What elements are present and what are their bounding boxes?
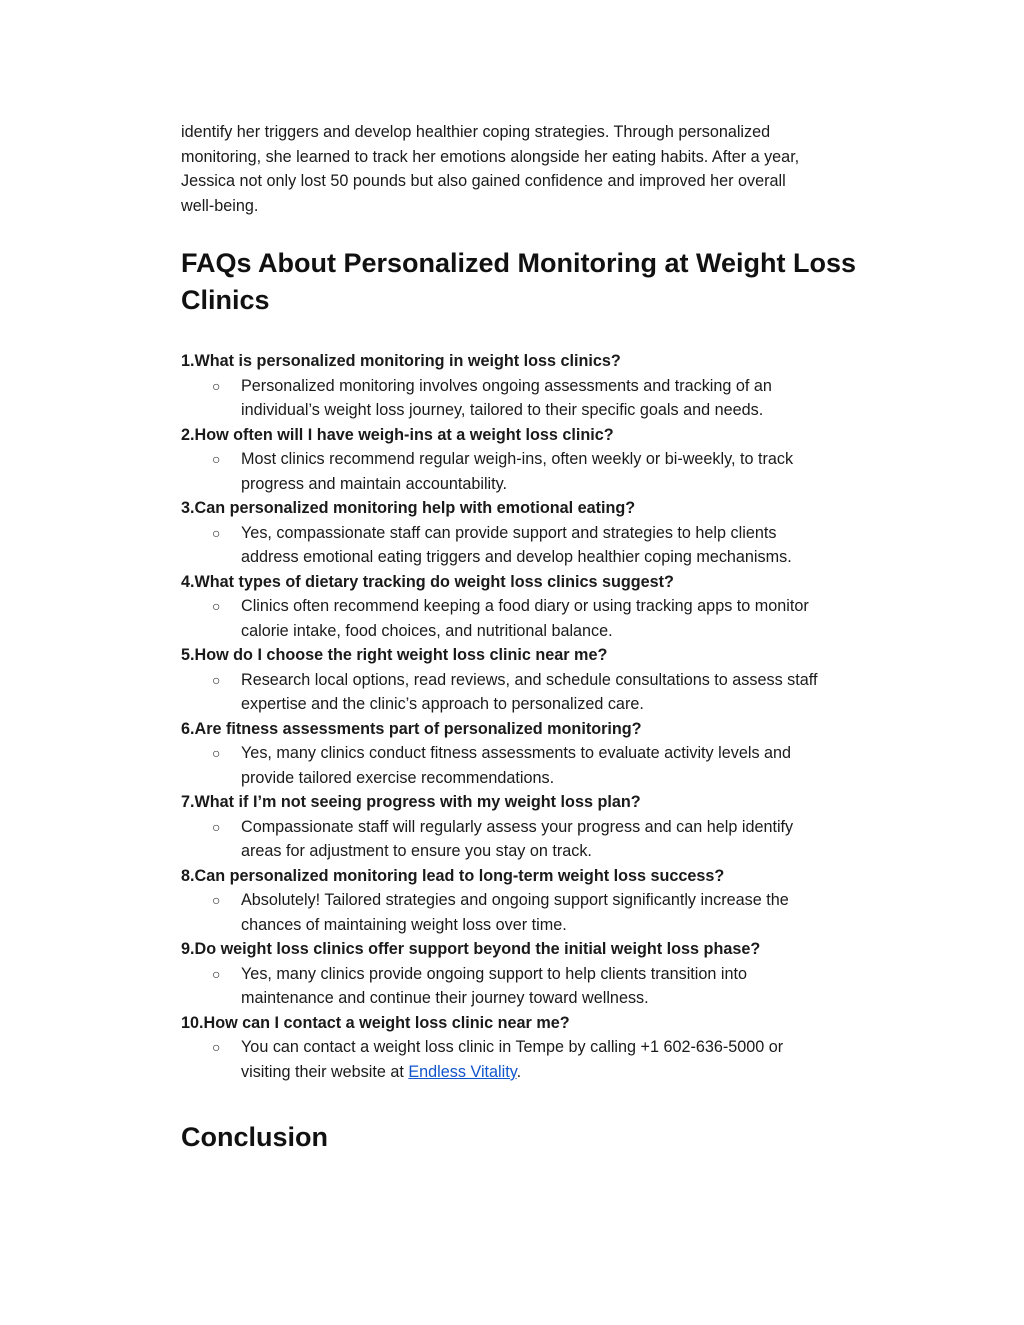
faq-item-8 [181,864,901,938]
faq-answer-line: Yes, compassionate staff can provide support and strategies to help clients [241,523,777,542]
faq-question: 6.Are fitness assessments part of personalized monitoring? [181,719,642,738]
answer-text-prefix: visiting their website at [241,1062,409,1081]
faq-question: 5.How do I choose the right weight loss clinic near me? [181,646,608,665]
intro-line: Jessica not only lost 50 pounds but also gained confidence and improved her overall [181,172,786,191]
faq-question: 3.Can personalized monitoring help with emotional eating? [181,499,636,518]
faq-answer-line: areas for adjustment to ensure you stay on track. [241,842,592,861]
intro-line: identify her triggers and develop healthier coping strategies. Through personalized [181,123,771,141]
faq-answer-line: individual’s weight loss journey, tailored to their specific goals and needs. [241,401,764,420]
faq-answer [181,374,901,423]
faq-answer [181,962,901,1011]
bullet-icon: ○ [212,524,221,541]
faq-heading-line2: Clinics [181,285,270,316]
bullet-icon: ○ [212,892,221,909]
faq-answer-line: address emotional eating triggers and develop healthier coping mechanisms. [241,548,792,567]
faq-question: 1.What is personalized monitoring in weight loss clinics? [181,352,621,371]
faq-item-2 [181,423,901,497]
faq-item-3 [181,496,901,570]
faq-item-7 [181,790,901,864]
bullet-icon: ○ [212,965,221,982]
faq-answer [181,1035,901,1084]
faq-answer [181,594,901,643]
faq-list [181,349,901,1084]
faq-answer [181,888,901,937]
faq-answer-line: Personalized monitoring involves ongoing assessments and tracking of an [241,376,772,395]
faq-heading-line1: FAQs About Personalized Monitoring at Weight Loss [181,248,857,279]
faq-answer-line: Compassionate staff will regularly assess your progress and can help identify [241,817,794,836]
intro-paragraph [181,120,901,218]
bullet-icon: ○ [212,745,221,762]
intro-line: monitoring, she learned to track her emotions alongside her eating habits. After a year, [181,147,800,166]
faq-answer-line: calorie intake, food choices, and nutritional balance. [241,621,613,640]
faq-answer-line: Clinics often recommend keeping a food diary or using tracking apps to monitor [241,597,809,616]
faq-item-5 [181,643,901,717]
bullet-icon: ○ [212,818,221,835]
faq-heading [181,245,901,319]
faq-answer [181,741,901,790]
document-page [181,120,901,1156]
faq-answer-line: Yes, many clinics conduct fitness assessments to evaluate activity levels and [241,744,792,763]
faq-item-1 [181,349,901,423]
faq-answer-line [241,1060,901,1085]
faq-answer-line: Yes, many clinics provide ongoing support to help clients transition into [241,964,748,983]
bullet-icon: ○ [212,671,221,688]
faq-answer [181,521,901,570]
faq-answer-line: Most clinics recommend regular weigh-ins, often weekly or bi-weekly, to track [241,450,794,469]
endless-vitality-link[interactable]: Endless Vitality [408,1062,517,1081]
faq-answer-line: Research local options, read reviews, and schedule consultations to assess staff [241,670,818,689]
faq-question: 9.Do weight loss clinics offer support beyond the initial weight loss phase? [181,940,761,959]
faq-answer-line: progress and maintain accountability. [241,474,508,493]
intro-line: well-being. [181,196,259,215]
faq-answer [181,447,901,496]
faq-answer-line: You can contact a weight loss clinic in Tempe by calling +1 602-636-5000 or [241,1038,784,1057]
faq-item-4 [181,570,901,644]
bullet-icon: ○ [212,1039,221,1056]
faq-answer-line: maintenance and continue their journey toward wellness. [241,989,649,1008]
faq-item-6 [181,717,901,791]
faq-answer-line: chances of maintaining weight loss over time. [241,915,567,934]
faq-answer [181,668,901,717]
faq-question: 2.How often will I have weigh-ins at a weight loss clinic? [181,425,614,444]
faq-question: 7.What if I’m not seeing progress with my weight loss plan? [181,793,641,812]
bullet-icon: ○ [212,598,221,615]
conclusion-heading: Conclusion [181,1122,328,1153]
faq-answer-line: Absolutely! Tailored strategies and ongoing support significantly increase the [241,891,789,910]
faq-question: 8.Can personalized monitoring lead to long-term weight loss success? [181,866,725,885]
faq-item-10 [181,1011,901,1085]
faq-answer [181,815,901,864]
faq-item-9 [181,937,901,1011]
bullet-icon: ○ [212,377,221,394]
faq-question: 4.What types of dietary tracking do weight loss clinics suggest? [181,572,674,591]
bullet-icon: ○ [212,451,221,468]
answer-text-suffix: . [516,1062,522,1081]
faq-question: 10.How can I contact a weight loss clinic near me? [181,1013,570,1032]
faq-answer-line: expertise and the clinic’s approach to personalized care. [241,695,644,714]
faq-answer-line: provide tailored exercise recommendations. [241,768,555,787]
